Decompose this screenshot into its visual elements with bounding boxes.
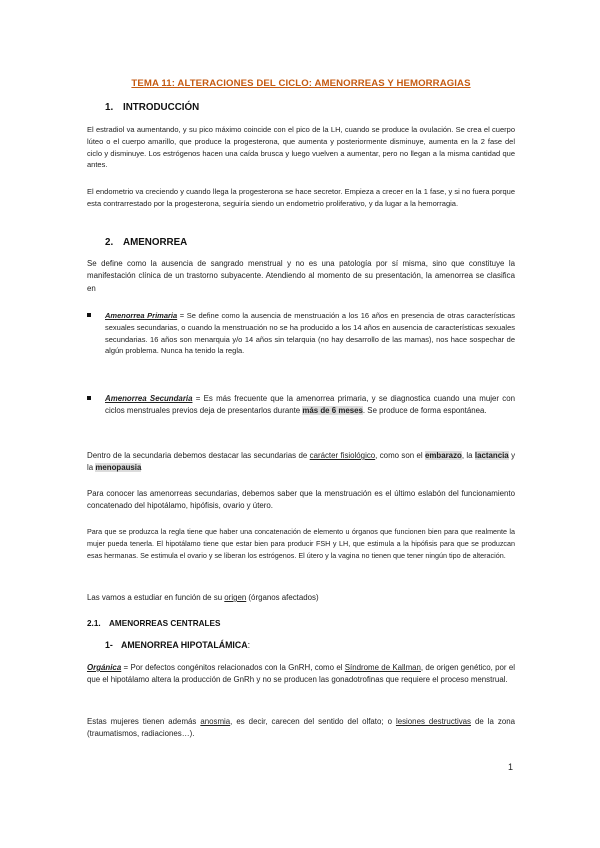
bullet-amenorrea-secundaria xyxy=(87,393,515,418)
term-organica: Orgánica xyxy=(87,663,122,672)
subsubsection-heading-hipotalamica xyxy=(105,640,250,650)
highlight-mas-de-6-meses: más de 6 meses xyxy=(302,406,363,416)
term-amenorrea-primaria: Amenorrea Primaria xyxy=(105,311,178,320)
organica-paragraph xyxy=(87,662,515,687)
underlined-lesiones-destructivas: lesiones destructivas xyxy=(395,717,471,726)
underlined-caracter-fisiologico: carácter fisiológico xyxy=(309,451,376,460)
bullet-amenorrea-primaria xyxy=(87,310,515,357)
bullet-text xyxy=(105,310,515,357)
anosmia-paragraph xyxy=(87,716,515,741)
bullet-body: = Se define como la ausencia de menstruación a los 16 años en presencia de otras características sexuales secundarias, o cuando la menstruación no se ha producido a los 14 años en ausencia de características sexuales secundarias. 16 años son menarquia y/o 14 años sin telarquia (no hay desarrollo de las mamas), nos hace sospechar de algún problema. Nunca ha tenido la regla. xyxy=(105,311,515,356)
text-run: de la zona (traumatismos, radiaciones…). xyxy=(87,717,516,739)
underlined-origen: origen xyxy=(224,593,247,602)
highlight-embarazo: embarazo xyxy=(425,451,462,460)
term-amenorrea-secundaria: Amenorrea Secundaria xyxy=(105,394,193,403)
origen-paragraph xyxy=(87,592,515,604)
subsection-number: 2.1. xyxy=(87,619,101,628)
text-run: , de origen genético, por el que el hipotálamo altera la producción de GnRh y no se producen las gonadotrofinas que requiere el proceso menstrual. xyxy=(87,663,515,685)
bullet-square-icon xyxy=(87,396,91,400)
text-run: = Por defectos congénitos relacionados con la GnRH, como el xyxy=(121,663,345,672)
bullet-square-icon xyxy=(87,313,91,317)
section-number: 1. xyxy=(105,102,114,113)
section-label: AMENORREA xyxy=(123,237,188,248)
bullet-text xyxy=(105,393,515,418)
section-heading-introduccion xyxy=(105,102,199,113)
subsubsection-label: AMENORREA HIPOTALÁMICA xyxy=(121,640,248,650)
underlined-anosmia: anosmia xyxy=(200,717,231,726)
bullet-body-end: . Se produce de forma espontánea. xyxy=(362,406,487,416)
text-run: (órganos afectados) xyxy=(246,593,319,602)
text-run: , la xyxy=(461,451,475,460)
highlight-lactancia: lactancia xyxy=(474,451,509,460)
subsection-heading-amenorreas-centrales xyxy=(87,619,220,628)
amenorrea-definition-paragraph: Se define como la ausencia de sangrado menstrual y no es una patología por sí misma, sino que constituye la manifestación clínica de un trastorno subyacente. Atendiendo al momento de su presentación, la amenorrea se clasifica en xyxy=(87,259,515,293)
text-run: Estas mujeres tienen además xyxy=(87,717,201,726)
text-run: Las vamos a estudiar en función de su xyxy=(87,593,225,602)
section-heading-amenorrea xyxy=(105,237,187,248)
concatenacion-paragraph: Para que se produzca la regla tiene que haber una concatenación de elemento u órganos que funcionen bien para que realmente la mujer pueda tenerla. El hipotálamo tiene que estar bien para producir FSH y LH, que estimula a la hipófisis para que se produzcan esas hermanas. Se estimula el ovario y se liberan los estrógenos. El útero y la vagina no tienen que tener ningún tipo de alteración. xyxy=(87,527,515,560)
section-label: INTRODUCCIÓN xyxy=(123,102,200,113)
bullet-body: = Es más frecuente que la amenorrea primaria, y se diagnostica cuando una mujer con ciclos menstruales previos deja de presentarlos durante xyxy=(105,394,515,416)
subsubsection-number: 1- xyxy=(105,640,113,650)
secundaria-fisiologica-paragraph xyxy=(87,450,515,475)
text-run: , es decir, carecen del sentido del olfato; o xyxy=(230,717,396,726)
menstruacion-eslabon-paragraph: Para conocer las amenorreas secundarias, debemos saber que la menstruación es el último eslabón del funcionamiento concatenado del hipotálamo, hipófisis, ovario y útero. xyxy=(87,489,515,511)
subsection-label: AMENORREAS CENTRALES xyxy=(109,619,221,628)
text-run: Dentro de la secundaria debemos destacar las secundarias de xyxy=(87,451,310,460)
document-title: TEMA 11: ALTERACIONES DEL CICLO: AMENORREAS Y HEMORRAGIAS xyxy=(131,78,471,89)
intro-paragraph-2: El endometrio va creciendo y cuando llega la progesterona se hace secretor. Empieza a crecer en la 1 fase, y si no fuera porque esta contrarrestado por la progesterona, seguiría siendo un endometrio proliferativo, y da lugar a la hemorragia. xyxy=(87,187,515,208)
intro-paragraph-1: El estradiol va aumentando, y su pico máximo coincide con el pico de la LH, cuando se produce la ovulación. Se crea el cuerpo lúteo o el cuerpo amarillo, que produce la progesterona, que aumenta y posteriormente disminuye, aumenta en la 2 fase del ciclo y disminuye. Los estrógenos hacen una caída brusca y luego vuelven a aumentar, pero no llegan a la misma cantidad que antes. xyxy=(87,125,515,170)
section-number: 2. xyxy=(105,237,114,248)
text-run: y la xyxy=(87,451,516,473)
underlined-sindrome-kallman: Síndrome de Kallman xyxy=(344,663,421,672)
page-number: 1 xyxy=(508,762,514,772)
heading-suffix: : xyxy=(247,640,251,650)
text-run: , como son el xyxy=(375,451,425,460)
highlight-menopausia: menopausia xyxy=(95,463,142,473)
